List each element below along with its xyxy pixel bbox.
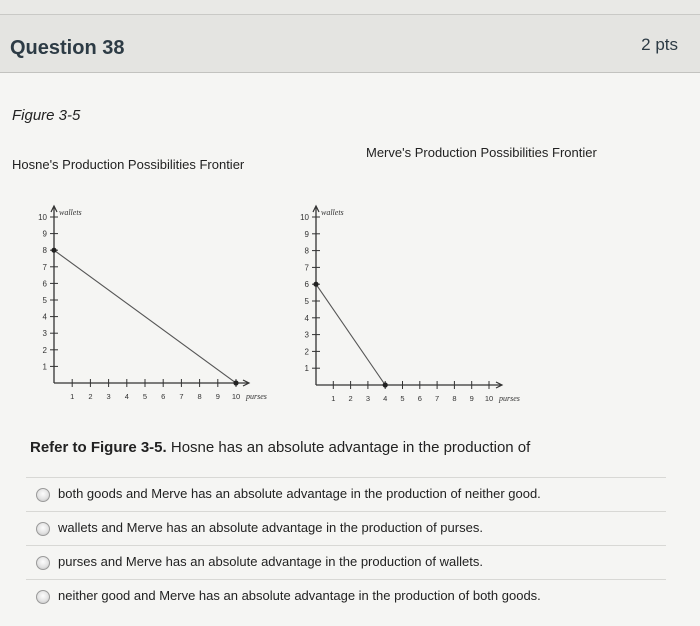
answer-option-2[interactable]	[26, 511, 666, 544]
x-tick-label: 9	[215, 392, 220, 401]
figure-label: Figure 3-5	[12, 107, 81, 124]
x-tick-label: 3	[365, 394, 370, 403]
y-tick-label: 2	[304, 347, 309, 357]
ppf-line	[54, 250, 236, 383]
radio-button[interactable]	[36, 488, 50, 502]
y-tick-label: 6	[304, 280, 309, 290]
x-tick-label: 7	[435, 394, 440, 403]
radio-button[interactable]	[36, 556, 50, 570]
x-tick-label: 4	[383, 394, 388, 403]
radio-button[interactable]	[36, 590, 50, 604]
answer-option-1[interactable]	[26, 477, 666, 510]
x-tick-label: 8	[197, 392, 202, 401]
ppf-line	[316, 284, 385, 385]
ppf-point	[233, 380, 238, 385]
y-tick-label: 6	[42, 279, 47, 289]
x-tick-label: 3	[106, 392, 111, 401]
ppf-point	[383, 382, 388, 387]
y-axis-label: wallets	[59, 208, 82, 217]
y-tick-label: 1	[304, 364, 309, 374]
ppf-point	[313, 282, 318, 287]
x-tick-label: 8	[452, 394, 457, 403]
question-points: 2 pts	[641, 35, 678, 54]
x-tick-label: 7	[179, 392, 184, 401]
x-tick-label: 5	[142, 392, 148, 401]
x-tick-label: 1	[70, 392, 75, 401]
answer-label: neither good and Merve has an absolute advantage in the production of both goods.	[58, 588, 541, 603]
x-tick-label: 2	[88, 392, 93, 401]
y-tick-label: 5	[304, 297, 309, 306]
y-tick-label: 3	[304, 330, 309, 340]
x-tick-label: 6	[417, 394, 422, 403]
y-tick-label: 7	[42, 262, 47, 272]
y-tick-label: 8	[42, 246, 47, 256]
y-tick-label: 9	[304, 229, 309, 239]
question-card	[0, 14, 700, 626]
y-tick-label: 3	[42, 329, 47, 339]
ppf-chart-merve	[290, 180, 550, 405]
x-tick-label: 1	[331, 394, 336, 403]
x-tick-label: 10	[231, 392, 241, 401]
radio-button[interactable]	[36, 522, 50, 536]
ppf-point	[51, 248, 56, 253]
y-tick-label: 4	[42, 312, 47, 322]
y-tick-label: 10	[300, 213, 309, 222]
question-title: Question 38	[10, 37, 125, 59]
y-tick-label: 7	[304, 263, 309, 273]
y-tick-label: 4	[304, 313, 309, 323]
y-tick-label: 1	[42, 362, 47, 372]
x-tick-label: 9	[469, 394, 474, 403]
answer-label: wallets and Merve has an absolute advantage in the production of purses.	[58, 520, 483, 535]
question-header	[0, 15, 700, 73]
answer-option-4[interactable]	[26, 579, 666, 612]
y-tick-label: 2	[42, 345, 47, 355]
x-axis-label: purses	[499, 394, 520, 403]
x-tick-label: 2	[348, 394, 353, 403]
question-prompt-ref: Refer to Figure 3-5.	[30, 439, 167, 456]
x-tick-label: 6	[161, 392, 166, 401]
y-tick-label: 5	[42, 296, 47, 305]
x-tick-label: 10	[484, 394, 494, 403]
x-tick-label: 4	[124, 392, 129, 401]
x-axis-label: purses	[246, 392, 267, 401]
question-prompt-body: Hosne has an absolute advantage in the production of	[166, 439, 531, 456]
y-tick-label: 9	[42, 229, 47, 239]
y-tick-label: 10	[38, 213, 47, 222]
chart-title-merve: Merve's Production Possibilities Frontier	[366, 145, 597, 160]
ppf-chart-hosne	[28, 183, 298, 408]
answer-label: both goods and Merve has an absolute advantage in the production of neither good.	[58, 486, 541, 501]
x-tick-label: 5	[400, 394, 405, 403]
y-tick-label: 8	[304, 246, 309, 256]
chart-title-hosne: Hosne's Production Possibilities Frontier	[12, 157, 245, 172]
answer-option-3[interactable]	[26, 545, 666, 578]
answer-label: purses and Merve has an absolute advantage in the production of wallets.	[58, 554, 483, 569]
question-prompt	[30, 439, 530, 456]
y-axis-label: wallets	[321, 208, 344, 217]
